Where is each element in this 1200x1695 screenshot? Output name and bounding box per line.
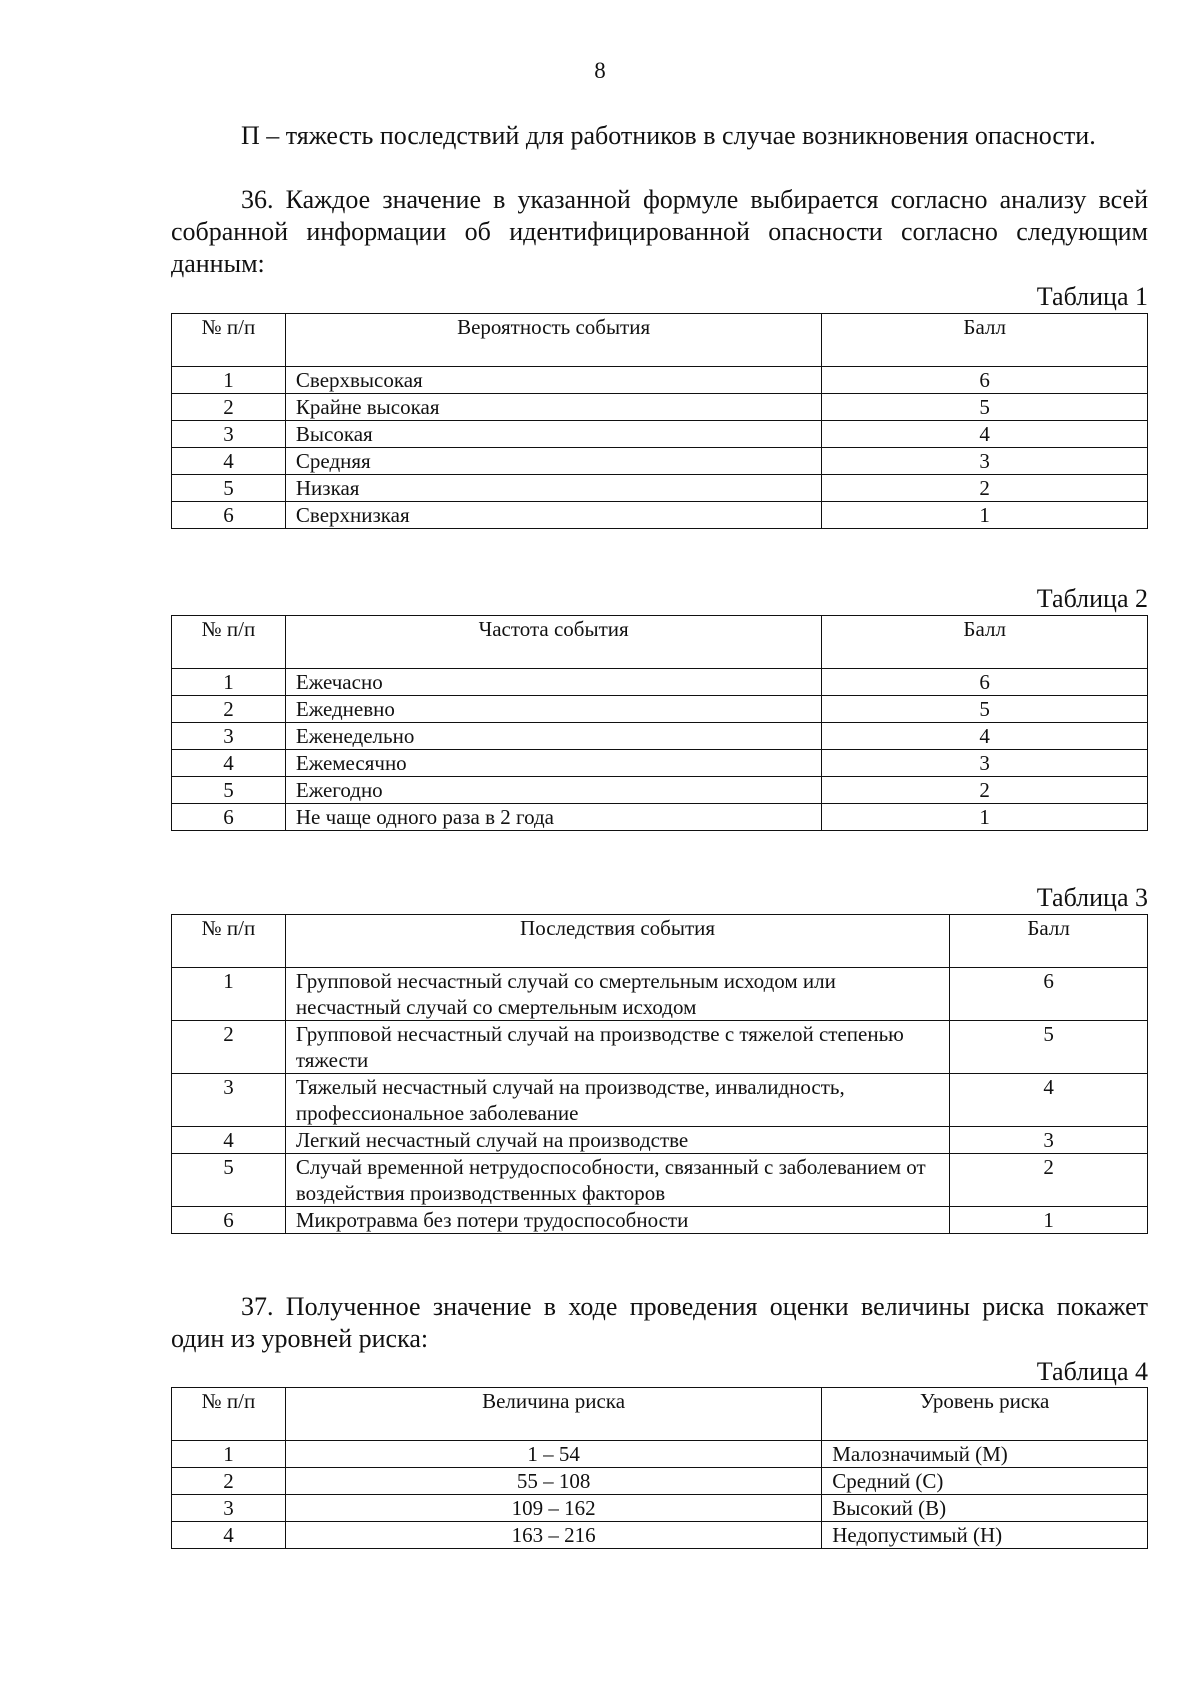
header-number: № п/п [172,616,286,669]
table-row [172,1127,1148,1154]
page-number: 8 [594,58,606,83]
row-score: 4 [950,1074,1148,1127]
row-number: 4 [172,1127,286,1154]
table-row [172,1074,1148,1127]
row-number: 5 [172,777,286,804]
table2-caption: Таблица 2 [1036,584,1148,613]
table-row [172,1441,1148,1468]
row-number: 3 [172,1495,286,1522]
row-score: 2 [822,475,1148,502]
row-risk-range: 163 – 216 [285,1522,821,1549]
table4-caption: Таблица 4 [1036,1357,1148,1386]
row-label: Групповой несчастный случай на производстве с тяжелой степенью тяжести [285,1021,949,1074]
table-row [172,394,1148,421]
table-row [172,1207,1148,1234]
row-score: 3 [950,1127,1148,1154]
header-number: № п/п [172,1388,286,1441]
table-probability [171,313,1148,529]
row-number: 1 [172,367,286,394]
table-row [172,448,1148,475]
row-number: 1 [172,1441,286,1468]
row-label: Групповой несчастный случай со смертельным исходом или несчастный случай со смертельным исходом [285,968,949,1021]
paragraph-37: 37. Полученное значение в ходе проведения оценки величины риска покажет один из уровней риска: [171,1292,1148,1353]
row-number: 3 [172,723,286,750]
table-row [172,1522,1148,1549]
row-number: 2 [172,696,286,723]
row-label: Сверхвысокая [285,367,821,394]
row-score: 2 [822,777,1148,804]
row-number: 2 [172,1021,286,1074]
row-score: 4 [822,421,1148,448]
row-label: Крайне высокая [285,394,821,421]
row-risk-range: 1 – 54 [285,1441,821,1468]
row-label: Низкая [285,475,821,502]
table-header-row [172,314,1148,367]
row-number: 6 [172,1207,286,1234]
row-number: 5 [172,475,286,502]
row-label: Средняя [285,448,821,475]
row-number: 3 [172,421,286,448]
row-risk-level: Высокий (В) [822,1495,1148,1522]
row-label: Сверхнизкая [285,502,821,529]
header-score: Балл [950,915,1148,968]
table-row [172,804,1148,831]
row-label: Не чаще одного раза в 2 года [285,804,821,831]
header-score: Балл [822,616,1148,669]
table-consequences [171,914,1148,1234]
table-row [172,421,1148,448]
row-label: Ежегодно [285,777,821,804]
row-number: 4 [172,448,286,475]
row-number: 6 [172,804,286,831]
row-risk-range: 109 – 162 [285,1495,821,1522]
table-row [172,1154,1148,1207]
header-risk-level: Уровень риска [822,1388,1148,1441]
row-label: Тяжелый несчастный случай на производстве, инвалидность, профессиональное заболевание [285,1074,949,1127]
row-number: 4 [172,1522,286,1549]
table-row [172,475,1148,502]
row-score: 5 [822,696,1148,723]
row-number: 2 [172,1468,286,1495]
row-label: Ежедневно [285,696,821,723]
row-score: 1 [822,804,1148,831]
table-row [172,1468,1148,1495]
row-label: Еженедельно [285,723,821,750]
paragraph-36: 36. Каждое значение в указанной формуле выбирается согласно анализу всей собранной информации об идентифицированной опасности согласно следующим данным: [171,185,1148,278]
row-score: 3 [822,750,1148,777]
row-number: 5 [172,1154,286,1207]
row-label: Микротравма без потери трудоспособности [285,1207,949,1234]
row-score: 6 [822,669,1148,696]
header-score: Балл [822,314,1148,367]
table-row [172,367,1148,394]
table-row [172,723,1148,750]
header-number: № п/п [172,314,286,367]
table-row [172,669,1148,696]
row-score: 3 [822,448,1148,475]
header-consequences: Последствия события [285,915,949,968]
row-label: Легкий несчастный случай на производстве [285,1127,949,1154]
row-risk-range: 55 – 108 [285,1468,821,1495]
table-row [172,1021,1148,1074]
row-score: 2 [950,1154,1148,1207]
table-row [172,502,1148,529]
table3-caption: Таблица 3 [1036,883,1148,912]
row-score: 6 [822,367,1148,394]
row-score: 1 [822,502,1148,529]
row-label: Ежемесячно [285,750,821,777]
table-frequency [171,615,1148,831]
row-score: 1 [950,1207,1148,1234]
table-header-row [172,1388,1148,1441]
header-probability: Вероятность события [285,314,821,367]
row-label: Высокая [285,421,821,448]
row-risk-level: Малозначимый (М) [822,1441,1148,1468]
row-number: 1 [172,968,286,1021]
table-row [172,777,1148,804]
row-number: 4 [172,750,286,777]
row-number: 3 [172,1074,286,1127]
table-row [172,1495,1148,1522]
row-score: 5 [950,1021,1148,1074]
row-number: 6 [172,502,286,529]
row-risk-level: Средний (С) [822,1468,1148,1495]
table-row [172,750,1148,777]
table-row [172,968,1148,1021]
table-header-row [172,915,1148,968]
row-risk-level: Недопустимый (Н) [822,1522,1148,1549]
table-risk-levels [171,1387,1148,1549]
header-frequency: Частота события [285,616,821,669]
header-number: № п/п [172,915,286,968]
row-score: 6 [950,968,1148,1021]
paragraph-severity-definition: П – тяжесть последствий для работников в случае возникновения опасности. [241,121,1096,150]
header-risk-value: Величина риска [285,1388,821,1441]
row-label: Случай временной нетрудоспособности, связанный с заболеванием от воздействия производственных факторов [285,1154,949,1207]
row-number: 2 [172,394,286,421]
row-score: 5 [822,394,1148,421]
table-header-row [172,616,1148,669]
table1-caption: Таблица 1 [1036,282,1148,311]
table-row [172,696,1148,723]
row-number: 1 [172,669,286,696]
row-score: 4 [822,723,1148,750]
row-label: Ежечасно [285,669,821,696]
